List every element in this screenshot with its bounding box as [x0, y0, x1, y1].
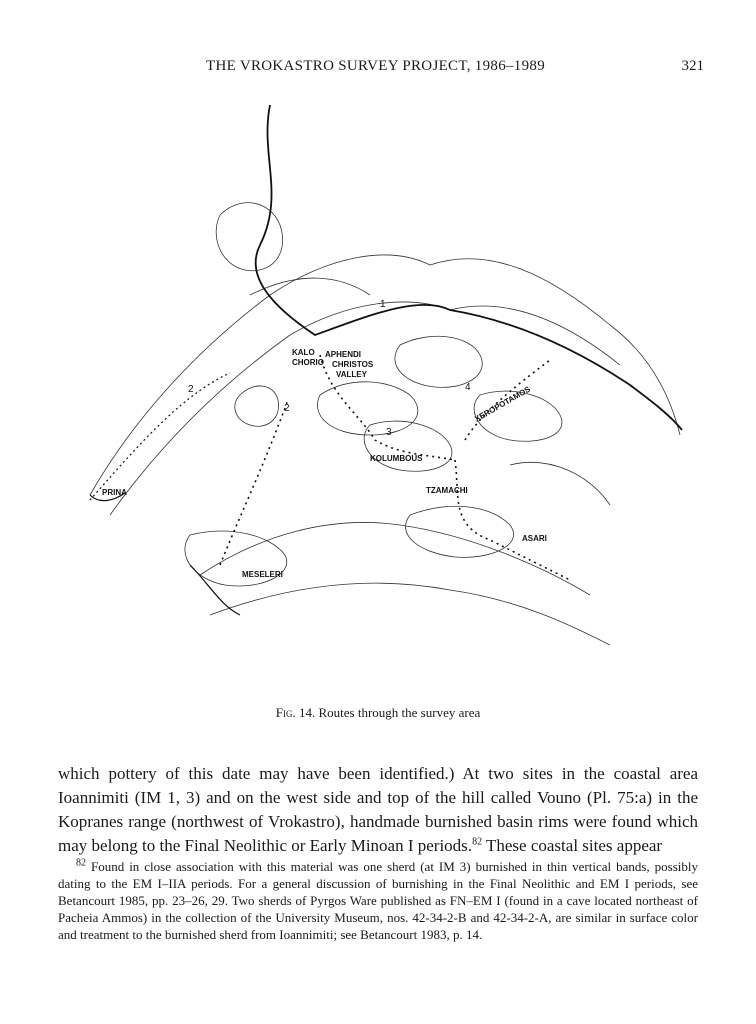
body-text-main: which pottery of this date may have been identified.) At two sites in the coastal area Ioannimiti (IM 1, 3) and on the west side and top of the hill called Vouno (Pl. 75:a) in the Kopranes range (northwest of Vrokastro), handmade burnished basin rims were found which may belong to the Final Neolithic or Early Minoan I periods. [58, 764, 698, 855]
label-kolumbous: KOLUMBOUS [370, 454, 423, 463]
body-paragraph [58, 762, 698, 858]
survey-map-figure [70, 95, 690, 655]
route-south-asari [455, 460, 570, 580]
label-xeropotamos: XEROPOTAMOS [473, 384, 532, 424]
label-asari: ASARI [522, 534, 547, 543]
label-aphendi-line-3: VALLEY [336, 370, 367, 379]
label-kalo-line-2: CHORIO [292, 358, 324, 367]
running-head [0, 58, 756, 80]
footnote-text: Found in close association with this material was one sherd (at IM 3) burnished in thin vertical bands, possibly dating to the EM I–IIA periods. For a general discussion of burnishing in the Final Neolithic and EM I periods, see Betancourt 1985, pp. 23–26, 29. Two sherds of Pyrgos Ware published as FN–EM I (found in a cave located northeast of Pacheia Ammos) in the collection of the University Museum, nos. 42-34-2-B and 42-34-2-A, are similar in surface color and treatment to the burnished sherd from Ioannimiti; see Betancourt 1983, p. 14. [58, 859, 699, 942]
route-2 [220, 400, 288, 565]
label-meseleri: MESELERI [242, 570, 283, 579]
body-text-end: These coastal sites appear [482, 836, 663, 855]
running-title: THE VROKASTRO SURVEY PROJECT, 1986–1989 [206, 58, 545, 74]
route-number-1: 1 [380, 299, 386, 310]
label-tzamachi: TZAMACHI [426, 486, 468, 495]
figure-label: Fig. 14. [275, 705, 316, 720]
label-prina: PRINA [102, 488, 127, 497]
footnote-82 [58, 858, 698, 943]
label-aphendi-line-2: CHRISTOS [332, 360, 374, 369]
label-aphendi-line-1: APHENDI [325, 350, 362, 359]
footnote-number: 82 [76, 857, 86, 869]
contour-lines [90, 203, 680, 645]
label-kalo-line-1: KALO [292, 348, 315, 357]
figure-caption [0, 705, 756, 721]
footnote-reference: 82 [472, 836, 483, 848]
route-number-2a: 2 [188, 384, 194, 395]
survey-map [70, 95, 690, 655]
page-number: 321 [681, 58, 704, 74]
route-prina-kalo-chorio [90, 373, 230, 500]
route-number-3: 3 [386, 427, 392, 438]
route-number-2b: 2 [284, 403, 290, 414]
route-number-4: 4 [465, 382, 471, 393]
figure-caption-text: Routes through the survey area [318, 705, 481, 720]
